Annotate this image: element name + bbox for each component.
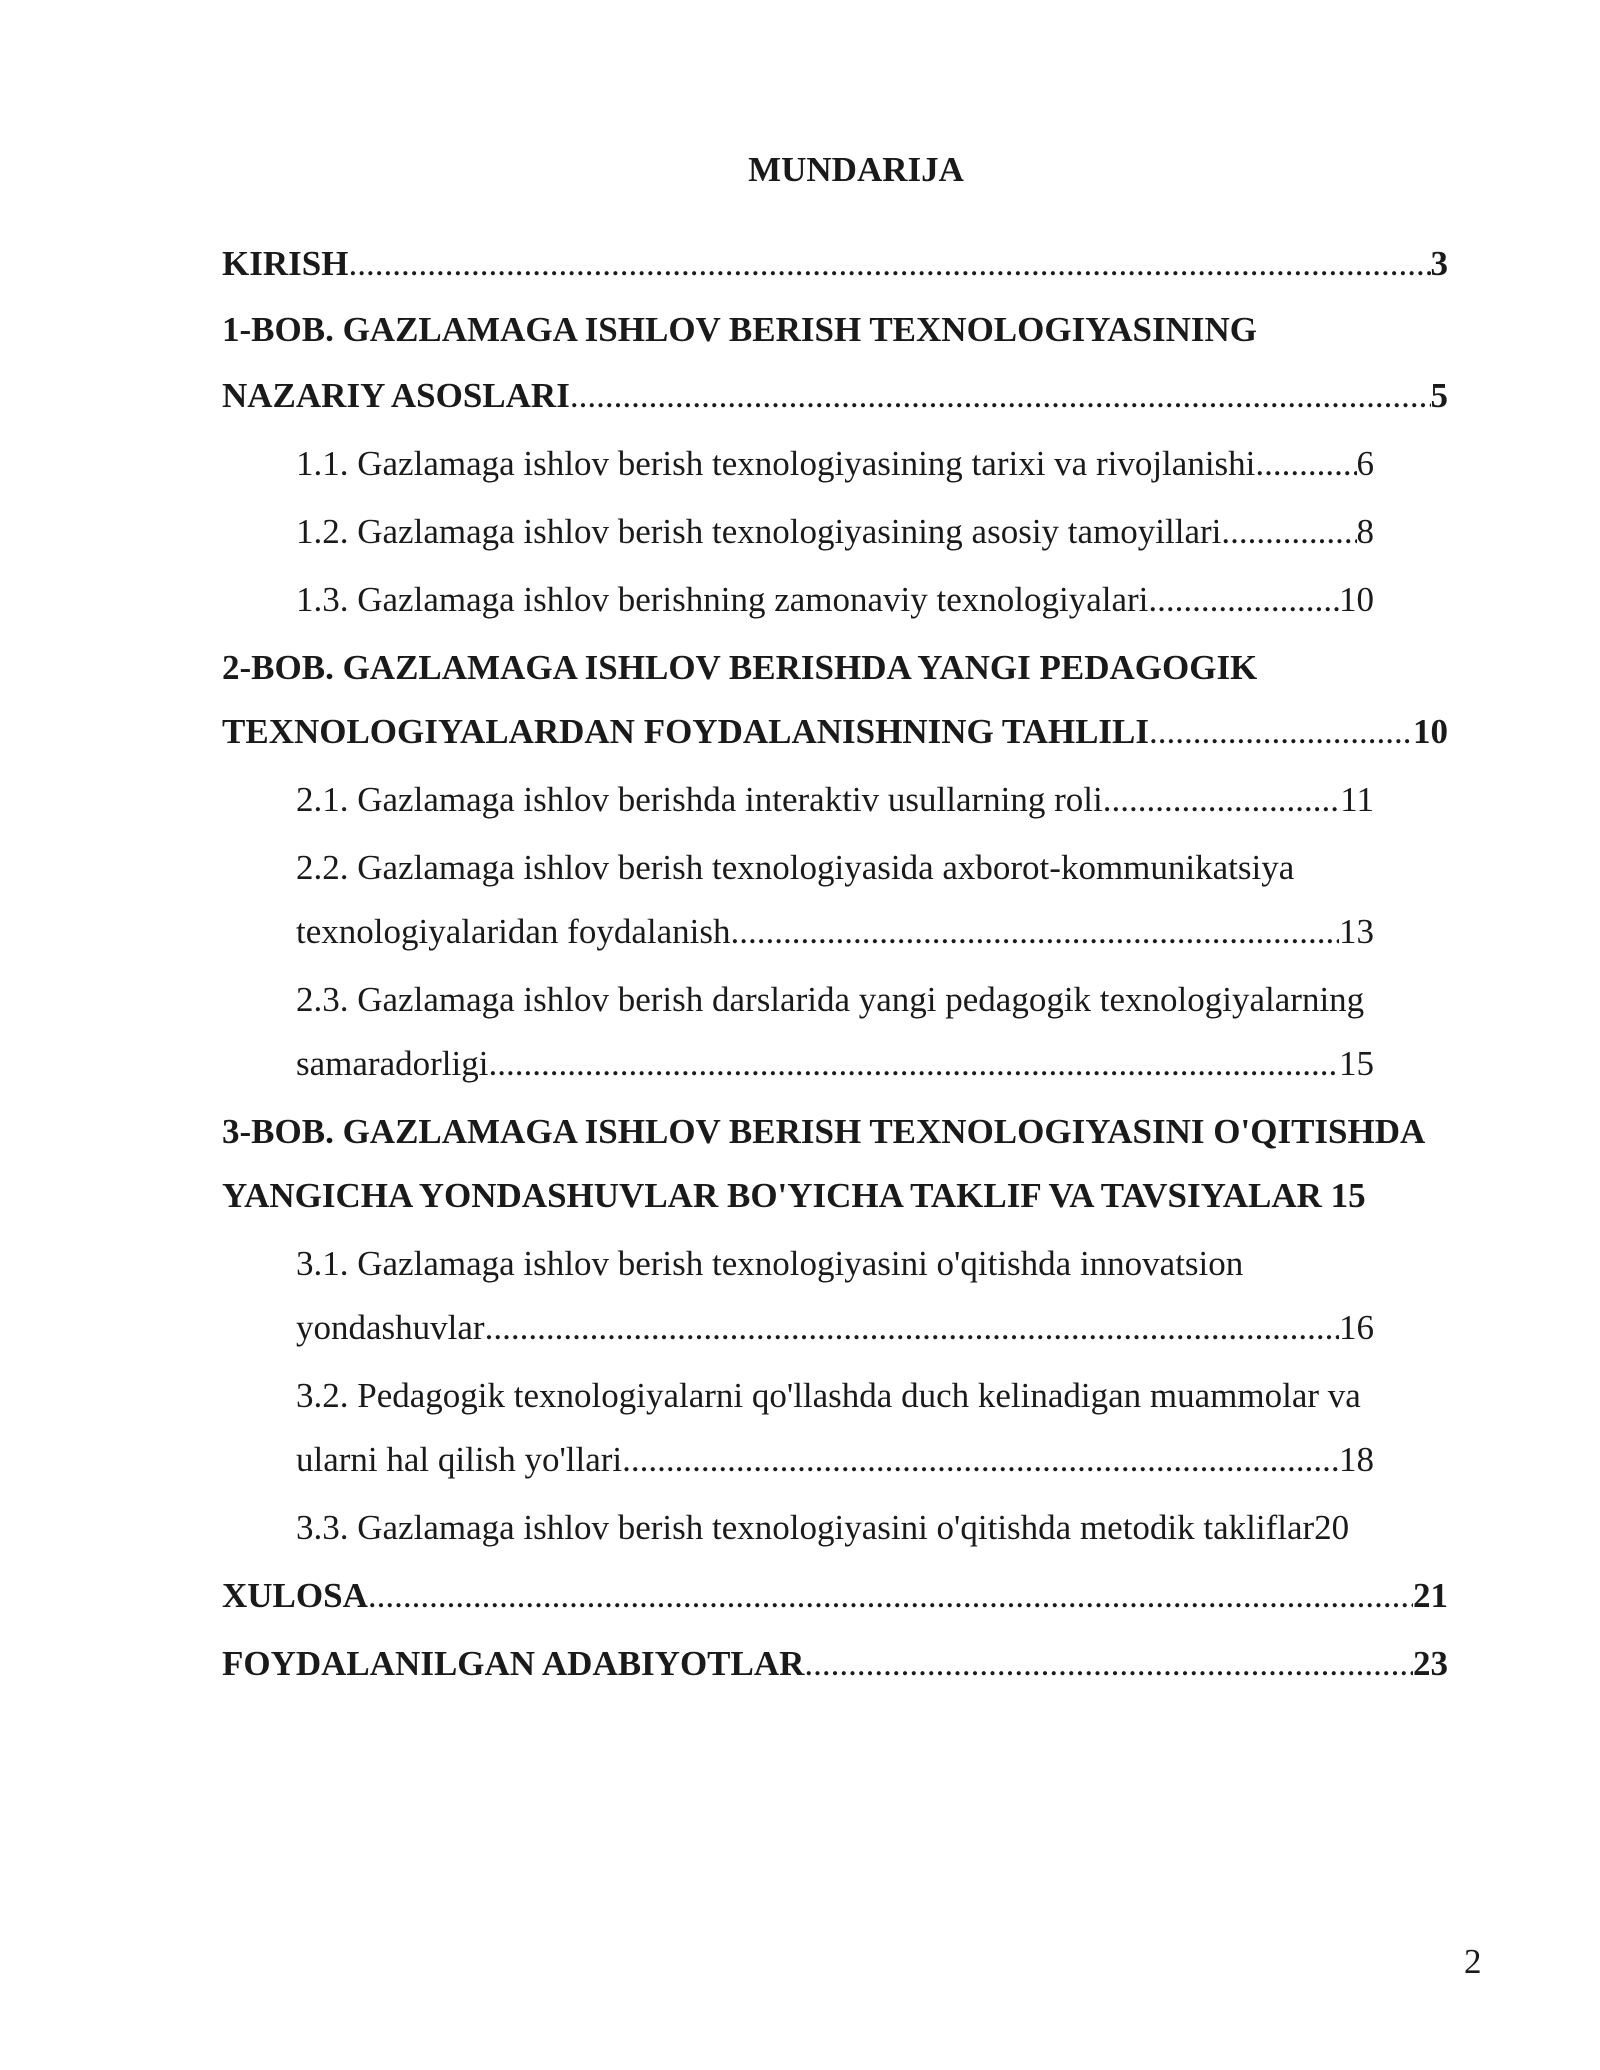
dot-leader: [570, 372, 1431, 420]
toc-page-number: 15: [1330, 1176, 1366, 1215]
dot-leader: [1255, 440, 1356, 488]
toc-entry-kirish[interactable]: [222, 240, 1448, 288]
toc-entry-1-2[interactable]: [296, 508, 1374, 556]
toc-entry-title: ularni hal qilish yo'llari: [296, 1440, 623, 1479]
toc-entry-title: FOYDALANILGAN ADABIYOTLAR: [222, 1644, 805, 1683]
toc-entry-bob3-line1[interactable]: 3-BOB. GAZLAMAGA ISHLOV BERISH TEXNOLOGIYASINI O'QITISHDA: [222, 1112, 1426, 1151]
toc-entry-bob2-line1[interactable]: 2-BOB. GAZLAMAGA ISHLOV BERISHDA YANGI PEDAGOGIK: [222, 648, 1258, 687]
toc-entry-1-1[interactable]: [296, 440, 1374, 488]
toc-page-number: 11: [1340, 780, 1374, 819]
toc-entry-2-3-line1[interactable]: 2.3. Gazlamaga ishlov berish darslarida yangi pedagogik texnologiyalarning: [296, 980, 1365, 1019]
toc-page-number: 6: [1356, 444, 1374, 483]
toc-entry-title: texnologiyalaridan foydalanish: [296, 912, 731, 951]
dot-leader: [1103, 776, 1341, 824]
page-number: 2: [1464, 1942, 1482, 1981]
toc-page-number: 16: [1339, 1308, 1374, 1347]
toc-entry-bob1-line1[interactable]: 1-BOB. GAZLAMAGA ISHLOV BERISH TEXNOLOGIYASINING: [222, 310, 1258, 349]
toc-entry-title: 2.1. Gazlamaga ishlov berishda interaktiv usullarning roli: [296, 780, 1103, 819]
toc-entry-bob2[interactable]: [222, 708, 1448, 756]
toc-entry-title: TEXNOLOGIYALARDAN FOYDALANISHNING TAHLILI: [222, 712, 1150, 751]
toc-entry-1-3[interactable]: [296, 576, 1374, 624]
dot-leader: [485, 1304, 1339, 1352]
toc-page-number: 10: [1413, 712, 1448, 751]
toc-entry-3-1-line1[interactable]: 3.1. Gazlamaga ishlov berish texnologiyasini o'qitishda innovatsion: [296, 1244, 1244, 1283]
toc-page-number: 21: [1413, 1576, 1448, 1615]
dot-leader: [1221, 508, 1356, 556]
toc-entry-title: KIRISH: [222, 244, 349, 283]
toc-page-number: 18: [1339, 1440, 1374, 1479]
toc-entry-title: NAZARIY ASOSLARI: [222, 376, 570, 415]
toc-entry-title: YANGICHA YONDASHUVLAR BO'YICHA TAKLIF VA TAVSIYALAR: [222, 1176, 1322, 1215]
toc-entry-2-2[interactable]: [296, 908, 1374, 956]
toc-entry-adabiyotlar[interactable]: [222, 1640, 1448, 1688]
toc-entry-3-1[interactable]: [296, 1304, 1374, 1352]
toc-entry-2-3[interactable]: [296, 1040, 1374, 1088]
dot-leader: [368, 1572, 1413, 1620]
toc-entry-2-1[interactable]: [296, 776, 1374, 824]
toc-entry-title: XULOSA: [222, 1576, 368, 1615]
toc-entry-3-3[interactable]: 3.3. Gazlamaga ishlov berish texnologiyasini o'qitishda metodik takliflar20: [296, 1508, 1350, 1547]
toc-page-number: 10: [1339, 580, 1374, 619]
dot-leader: [1149, 708, 1413, 756]
toc-page-number: 8: [1356, 512, 1374, 551]
toc-entry-title: 1.2. Gazlamaga ishlov berish texnologiyasining asosiy tamoyillari: [296, 512, 1222, 551]
dot-leader: [488, 1040, 1339, 1088]
toc-entry-bob1[interactable]: [222, 372, 1448, 420]
toc-entry-title: yondashuvlar: [296, 1308, 485, 1347]
page-title: MUNDARIJA: [748, 150, 964, 189]
toc-page-number: 23: [1413, 1644, 1448, 1683]
toc-entry-title: 1.3. Gazlamaga ishlov berishning zamonaviy texnologiyalari: [296, 580, 1149, 619]
toc-page-number: 15: [1339, 1044, 1374, 1083]
toc-entry-title: 1.1. Gazlamaga ishlov berish texnologiyasining tarixi va rivojlanishi: [296, 444, 1256, 483]
dot-leader: [730, 908, 1339, 956]
dot-leader: [348, 240, 1430, 288]
toc-entry-2-2-line1[interactable]: 2.2. Gazlamaga ishlov berish texnologiyasida axborot-kommunikatsiya: [296, 848, 1295, 887]
toc-page-number: 3: [1430, 244, 1448, 283]
toc-entry-3-2-line1[interactable]: 3.2. Pedagogik texnologiyalarni qo'llashda duch kelinadigan muammolar va: [296, 1376, 1361, 1415]
dot-leader: [1148, 576, 1339, 624]
toc-entry-3-2[interactable]: [296, 1436, 1374, 1484]
toc-page-number: 5: [1430, 376, 1448, 415]
dot-leader: [622, 1436, 1339, 1484]
toc-page-number: 13: [1339, 912, 1374, 951]
toc-entry-xulosa[interactable]: [222, 1572, 1448, 1620]
toc-entry-title: samaradorligi: [296, 1044, 489, 1083]
toc-entry-bob3[interactable]: [222, 1172, 1366, 1220]
dot-leader: [804, 1640, 1413, 1688]
